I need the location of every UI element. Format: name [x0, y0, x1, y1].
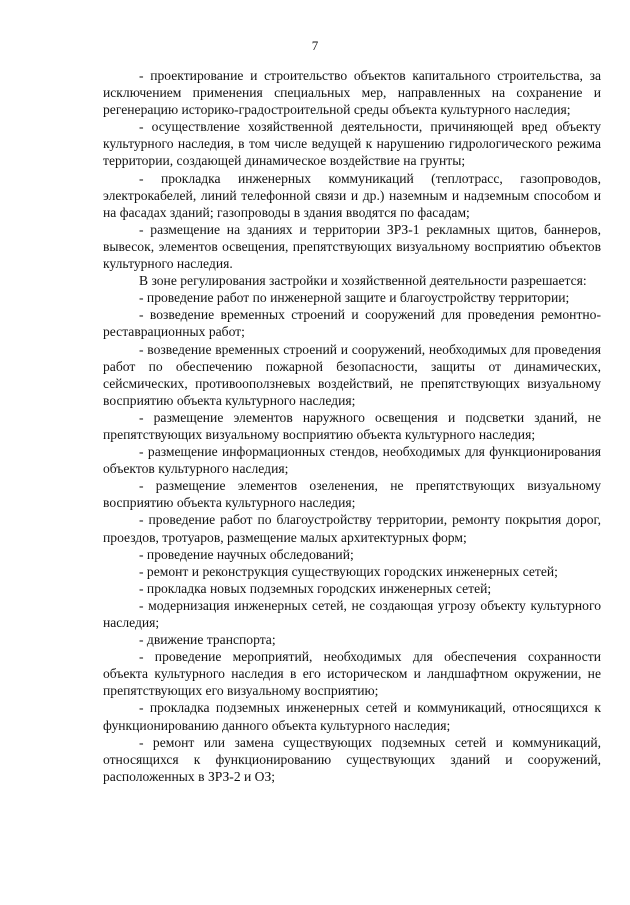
paragraph: - прокладка новых подземных городских инженерных сетей;	[139, 580, 492, 596]
paragraph: - модернизация инженерных сетей, не создающая угрозу объекту культурного наследия;	[103, 597, 601, 630]
paragraph: - ремонт или замена существующих подземных сетей и коммуникаций, относящихся к функционированию существующих зданий и сооружений, расположенных в ЗРЗ-2 и ОЗ;	[103, 734, 601, 784]
paragraph: - осуществление хозяйственной деятельности, причиняющей вред объекту культурного наследия, в том числе ведущей к нарушению гидрологического режима территории, создающей динамическое воздействие на грунты;	[103, 119, 601, 169]
paragraph: - размещение на зданиях и территории ЗРЗ-1 рекламных щитов, баннеров, вывесок, элементов освещения, препятствующих визуальному восприятию объектов культурного наследия.	[103, 221, 601, 272]
paragraph: - проектирование и строительство объектов капитального строительства, за исключением применения специальных мер, направленных на сохранение и регенерацию историко-градостроительной среды объекта культурного наследия;	[103, 68, 601, 118]
paragraph: - проведение научных обследований;	[139, 546, 354, 562]
page-number: 7	[311, 38, 319, 53]
paragraph: - проведение работ по благоустройству территории, ремонту покрытия дорог, проездов, тротуаров, размещение малых архитектурных форм;	[103, 512, 601, 545]
paragraph: - прокладка подземных инженерных сетей и коммуникаций, относящихся к функционированию данного объекта культурного наследия;	[103, 700, 601, 733]
paragraph: - движение транспорта;	[139, 632, 276, 648]
paragraph: - проведение работ по инженерной защите и благоустройству территории;	[139, 290, 570, 306]
paragraph: В зоне регулирования застройки и хозяйственной деятельности разрешается:	[139, 273, 587, 289]
paragraph: - размещение элементов наружного освещения и подсветки зданий, не препятствующих визуальному восприятию объекта культурного наследия;	[103, 409, 601, 442]
paragraph: - возведение временных строений и сооружений для проведения ремонтно-реставрационных работ;	[103, 307, 601, 340]
paragraph: - проведение мероприятий, необходимых для обеспечения сохранности объекта культурного наследия в его историческом и ландшафтном окружении, не препятствующих его визуальному восприятию;	[103, 649, 601, 699]
paragraph: - размещение информационных стендов, необходимых для функционирования объектов культурного наследия;	[103, 444, 601, 477]
paragraph: - возведение временных строений и сооружений, необходимых для проведения работ по обеспечению пожарной безопасности, защиты от динамических, сейсмических, противооползневых воздействий, не препятствующих визуальному восприятию объекта культурного наследия;	[103, 341, 601, 408]
paragraph: - ремонт и реконструкция существующих городских инженерных сетей;	[139, 563, 558, 579]
paragraph: - прокладка инженерных коммуникаций (теплотрасс, газопроводов, электрокабелей, линий телефонной связи и др.) наземным и надземным способом и на фасадах зданий; газопроводы в здания вводятся по фасадам;	[103, 170, 601, 220]
paragraph: - размещение элементов озеленения, не препятствующих визуальному восприятию объекта культурного наследия;	[103, 478, 601, 511]
body-text	[103, 67, 601, 785]
